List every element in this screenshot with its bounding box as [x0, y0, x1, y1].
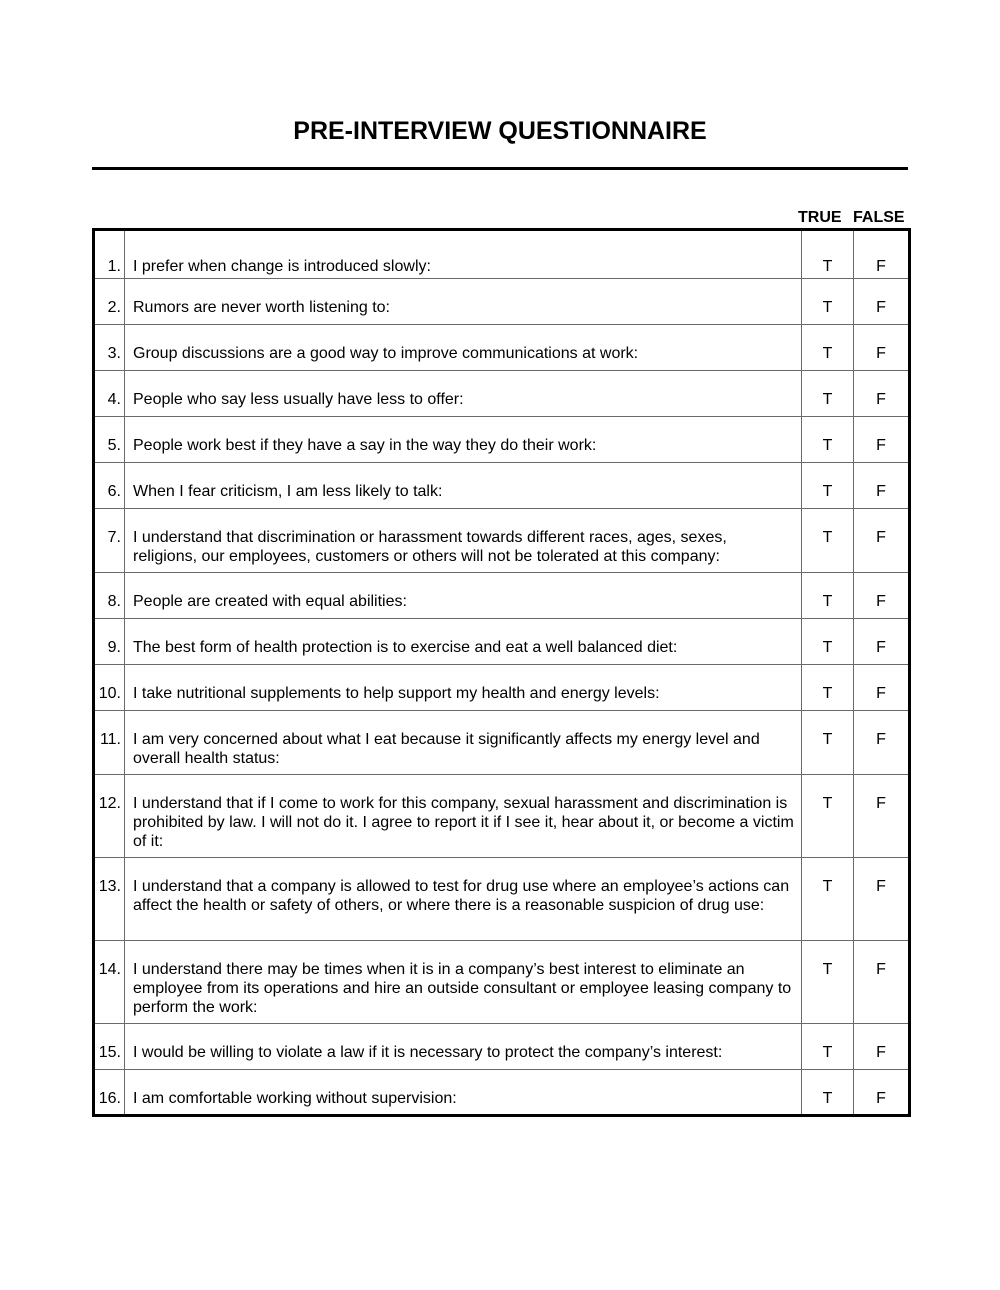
false-option[interactable]: F: [854, 941, 910, 1024]
false-option[interactable]: F: [854, 1070, 910, 1116]
true-option[interactable]: T: [802, 509, 854, 573]
question-number: 8.: [94, 573, 125, 619]
question-text: I would be willing to violate a law if it is necessary to protect the company’s interest:: [125, 1024, 802, 1070]
true-option[interactable]: T: [802, 941, 854, 1024]
true-option[interactable]: T: [802, 1024, 854, 1070]
true-option[interactable]: T: [802, 1070, 854, 1116]
question-number: 14.: [94, 941, 125, 1024]
true-option[interactable]: T: [802, 573, 854, 619]
question-row: [94, 619, 910, 665]
false-option[interactable]: F: [854, 325, 910, 371]
question-text: I understand there may be times when it is in a company’s best interest to eliminate an employee from its operations and hire an outside consultant or employee leasing company to perform the work:: [125, 941, 802, 1024]
true-option[interactable]: T: [802, 775, 854, 858]
question-number: 1.: [94, 230, 125, 279]
question-row: [94, 417, 910, 463]
question-text: I am comfortable working without supervision:: [125, 1070, 802, 1116]
question-number: 7.: [94, 509, 125, 573]
question-row: [94, 858, 910, 941]
question-text: People are created with equal abilities:: [125, 573, 802, 619]
question-number: 15.: [94, 1024, 125, 1070]
question-row: [94, 509, 910, 573]
question-text: When I fear criticism, I am less likely to talk:: [125, 463, 802, 509]
true-column-header: TRUE: [798, 209, 842, 226]
answer-column-headers: [796, 209, 908, 229]
true-option[interactable]: T: [802, 325, 854, 371]
question-row: [94, 463, 910, 509]
true-option[interactable]: T: [802, 279, 854, 325]
question-number: 6.: [94, 463, 125, 509]
question-number: 9.: [94, 619, 125, 665]
question-text: I prefer when change is introduced slowly:: [125, 230, 802, 279]
question-number: 13.: [94, 858, 125, 941]
page-title: PRE-INTERVIEW QUESTIONNAIRE: [293, 117, 707, 145]
false-option[interactable]: F: [854, 665, 910, 711]
true-option[interactable]: T: [802, 417, 854, 463]
question-row: [94, 573, 910, 619]
question-number: 11.: [94, 711, 125, 775]
question-number: 5.: [94, 417, 125, 463]
question-row: [94, 230, 910, 279]
false-option[interactable]: F: [854, 371, 910, 417]
false-option[interactable]: F: [854, 279, 910, 325]
false-option[interactable]: F: [854, 858, 910, 941]
question-text: I understand that if I come to work for this company, sexual harassment and discrimination is prohibited by law. I will not do it. I agree to report it if I see it, hear about it, or become a victim of it:: [125, 775, 802, 858]
question-row: [94, 665, 910, 711]
true-option[interactable]: T: [802, 230, 854, 279]
question-text: I am very concerned about what I eat because it significantly affects my energy level and overall health status:: [125, 711, 802, 775]
question-number: 3.: [94, 325, 125, 371]
true-option[interactable]: T: [802, 711, 854, 775]
question-text: I understand that a company is allowed to test for drug use where an employee’s actions can affect the health or safety of others, or where there is a reasonable suspicion of drug use:: [125, 858, 802, 941]
question-text: Group discussions are a good way to improve communications at work:: [125, 325, 802, 371]
question-row: [94, 325, 910, 371]
title-divider: [92, 167, 908, 170]
question-row: [94, 775, 910, 858]
false-option[interactable]: F: [854, 711, 910, 775]
true-option[interactable]: T: [802, 463, 854, 509]
question-row: [94, 941, 910, 1024]
true-option[interactable]: T: [802, 858, 854, 941]
question-text: I understand that discrimination or harassment towards different races, ages, sexes, religions, our employees, customers or others will not be tolerated at this company:: [125, 509, 802, 573]
question-number: 2.: [94, 279, 125, 325]
false-option[interactable]: F: [854, 417, 910, 463]
false-option[interactable]: F: [854, 509, 910, 573]
false-column-header: FALSE: [853, 209, 905, 226]
question-text: Rumors are never worth listening to:: [125, 279, 802, 325]
true-option[interactable]: T: [802, 371, 854, 417]
question-number: 12.: [94, 775, 125, 858]
question-text: The best form of health protection is to exercise and eat a well balanced diet:: [125, 619, 802, 665]
false-option[interactable]: F: [854, 775, 910, 858]
question-number: 16.: [94, 1070, 125, 1116]
false-option[interactable]: F: [854, 230, 910, 279]
false-option[interactable]: F: [854, 619, 910, 665]
false-option[interactable]: F: [854, 573, 910, 619]
question-row: [94, 1024, 910, 1070]
question-row: [94, 711, 910, 775]
questionnaire-table: [92, 228, 911, 1117]
question-row: [94, 1070, 910, 1116]
question-row: [94, 279, 910, 325]
question-number: 10.: [94, 665, 125, 711]
question-number: 4.: [94, 371, 125, 417]
true-option[interactable]: T: [802, 665, 854, 711]
question-row: [94, 371, 910, 417]
question-text: People who say less usually have less to offer:: [125, 371, 802, 417]
question-text: People work best if they have a say in the way they do their work:: [125, 417, 802, 463]
true-option[interactable]: T: [802, 619, 854, 665]
false-option[interactable]: F: [854, 1024, 910, 1070]
question-text: I take nutritional supplements to help support my health and energy levels:: [125, 665, 802, 711]
false-option[interactable]: F: [854, 463, 910, 509]
